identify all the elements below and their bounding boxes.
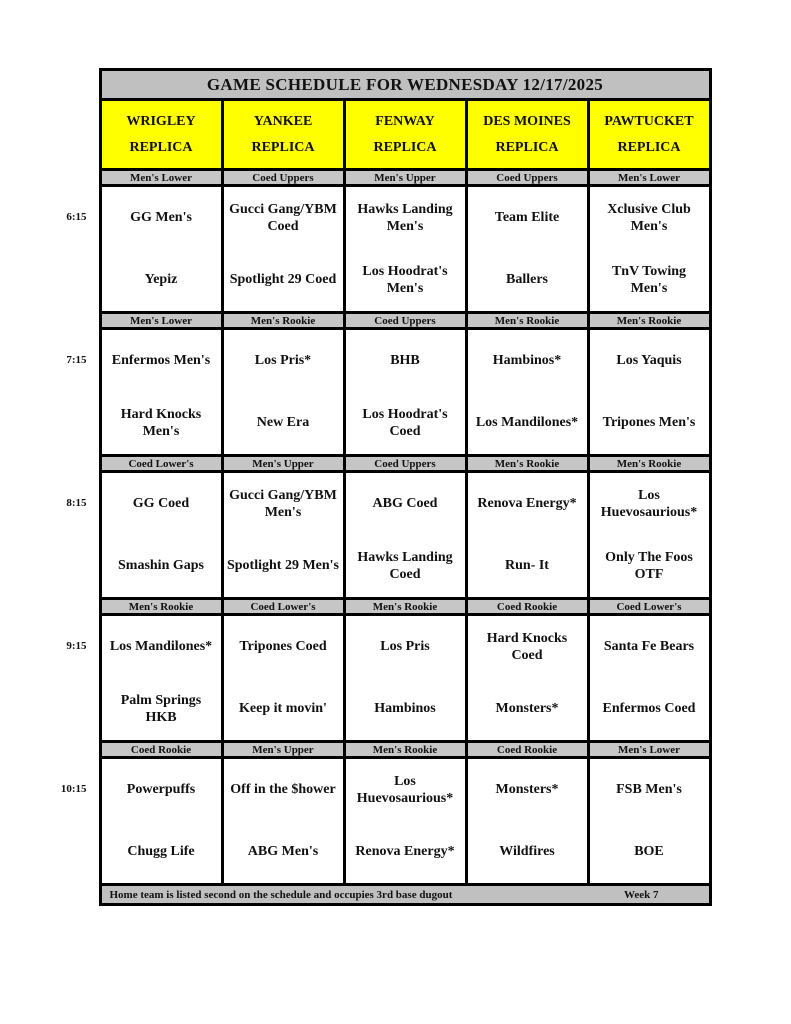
field-name: YANKEE (253, 113, 313, 129)
division-cell: Men's Rookie (344, 599, 466, 615)
game-cell (344, 758, 466, 885)
division-cell: Coed Uppers (344, 313, 466, 329)
page-title: GAME SCHEDULE FOR WEDNESDAY 12/17/2025 (100, 70, 710, 100)
home-team: Only The Foos OTF (605, 549, 693, 582)
gutter-cell (0, 170, 100, 186)
division-cell: Coed Lower's (588, 599, 710, 615)
division-row-715 (0, 313, 710, 329)
gutter-cell (0, 456, 100, 472)
division-cell: Men's Rookie (222, 313, 344, 329)
division-cell: Coed Uppers (222, 170, 344, 186)
field-header-wrigley (100, 100, 222, 170)
game-cell (588, 186, 710, 313)
away-team: Powerpuffs (126, 782, 196, 798)
away-team: Los Yaquis (616, 353, 682, 369)
division-row-615 (0, 170, 710, 186)
division-cell: Men's Rookie (466, 313, 588, 329)
game-cell (222, 329, 344, 456)
field-name: FENWAY (375, 113, 435, 129)
gutter-cell (0, 100, 100, 170)
division-cell: Men's Upper (222, 742, 344, 758)
home-team: Los Hoodrat's Men's (362, 263, 448, 296)
division-cell: Men's Upper (222, 456, 344, 472)
division-row-915 (0, 599, 710, 615)
away-team: Los Mandilones* (109, 639, 213, 655)
field-header-fenway (344, 100, 466, 170)
division-cell: Coed Lower's (100, 456, 222, 472)
field-subname: REPLICA (495, 139, 559, 155)
home-team: Palm Springs HKB (120, 692, 202, 725)
game-cell (466, 758, 588, 885)
division-cell: Men's Rookie (100, 599, 222, 615)
field-subname: REPLICA (617, 139, 681, 155)
division-cell: Men's Lower (588, 742, 710, 758)
home-team: Chugg Life (127, 844, 195, 860)
schedule-table (0, 68, 712, 906)
game-cell (588, 472, 710, 599)
home-team: Monsters* (495, 701, 559, 717)
game-cell (222, 186, 344, 313)
week-label: Week 7 (623, 888, 659, 901)
away-team: GG Coed (132, 496, 190, 512)
game-cell (466, 615, 588, 742)
field-subname: REPLICA (129, 139, 193, 155)
field-subname: REPLICA (251, 139, 315, 155)
time-label: 8:15 (0, 472, 100, 599)
game-cell (222, 615, 344, 742)
division-cell: Men's Upper (344, 170, 466, 186)
away-team: Gucci Gang/YBM Coed (229, 201, 337, 234)
division-cell: Men's Rookie (344, 742, 466, 758)
home-team: New Era (256, 415, 310, 431)
division-cell: Men's Rookie (588, 456, 710, 472)
division-cell: Men's Lower (588, 170, 710, 186)
gutter-cell (0, 599, 100, 615)
away-team: Monsters* (495, 782, 559, 798)
game-row-1015 (0, 758, 710, 885)
away-team: Los Pris* (254, 353, 312, 369)
away-team: Los Huevosaurious* (600, 487, 698, 520)
game-cell (100, 186, 222, 313)
away-team: Renova Energy* (477, 496, 577, 512)
division-cell: Men's Rookie (466, 456, 588, 472)
gutter-cell (0, 885, 100, 905)
time-label: 10:15 (0, 758, 100, 885)
game-cell (588, 615, 710, 742)
game-row-915 (0, 615, 710, 742)
time-label: 7:15 (0, 329, 100, 456)
away-team: Enfermos Men's (111, 353, 211, 369)
home-team: TnV Towing Men's (611, 263, 687, 296)
game-cell (588, 329, 710, 456)
game-cell (344, 329, 466, 456)
game-cell (344, 186, 466, 313)
title-row (0, 70, 710, 100)
game-cell (466, 329, 588, 456)
division-cell: Coed Lower's (222, 599, 344, 615)
division-cell: Coed Uppers (344, 456, 466, 472)
field-name: WRIGLEY (126, 113, 196, 129)
away-team: Hambinos* (492, 353, 562, 369)
footer-note: Home team is listed second on the schedule and occupies 3rd base dugout (109, 888, 453, 901)
game-row-615 (0, 186, 710, 313)
home-team: Run- It (505, 558, 549, 574)
gutter-cell (0, 70, 100, 100)
away-team: FSB Men's (616, 782, 682, 798)
game-cell (100, 758, 222, 885)
away-team: Tripones Coed (239, 639, 327, 655)
division-cell: Men's Lower (100, 313, 222, 329)
home-team: BOE (634, 844, 664, 860)
game-cell (588, 758, 710, 885)
field-name: DES MOINES (483, 113, 571, 129)
game-cell (466, 186, 588, 313)
home-team: Ballers (506, 272, 548, 288)
home-team: Hawks Landing Coed (357, 549, 453, 582)
home-team: Yepiz (144, 272, 178, 288)
away-team: Hard Knocks Coed (486, 630, 568, 663)
home-team: Spotlight 29 Men's (226, 558, 339, 574)
time-label: 6:15 (0, 186, 100, 313)
home-team: Keep it movin' (239, 701, 327, 717)
division-row-815 (0, 456, 710, 472)
game-cell (100, 615, 222, 742)
away-team: Los Pris (380, 639, 430, 655)
game-cell (100, 329, 222, 456)
division-row-1015 (0, 742, 710, 758)
home-team: Tripones Men's (602, 415, 696, 431)
home-team: Enfermos Coed (602, 701, 696, 717)
away-team: Hawks Landing Men's (357, 201, 453, 234)
home-team: Renova Energy* (355, 844, 455, 860)
footer-row (0, 885, 710, 905)
game-cell (222, 472, 344, 599)
home-team: Hambinos (374, 701, 436, 717)
game-cell (466, 472, 588, 599)
away-team: Gucci Gang/YBM Men's (229, 487, 337, 520)
field-subname: REPLICA (373, 139, 437, 155)
away-team: BHB (390, 353, 420, 369)
division-cell: Coed Rookie (466, 742, 588, 758)
away-team: GG Men's (130, 210, 192, 226)
game-row-715 (0, 329, 710, 456)
away-team: ABG Coed (372, 496, 438, 512)
game-cell (344, 615, 466, 742)
away-team: Xclusive Club Men's (607, 201, 691, 234)
division-cell: Men's Lower (100, 170, 222, 186)
field-header-row (0, 100, 710, 170)
gutter-cell (0, 742, 100, 758)
away-team: Santa Fe Bears (603, 639, 695, 655)
home-team: ABG Men's (247, 844, 319, 860)
home-team: Los Hoodrat's Coed (362, 406, 448, 439)
home-team: Los Mandilones* (475, 415, 579, 431)
footer-cell (100, 885, 710, 905)
field-header-pawtucket (588, 100, 710, 170)
home-team: Hard Knocks Men's (120, 406, 202, 439)
gutter-cell (0, 313, 100, 329)
field-header-yankee (222, 100, 344, 170)
field-header-des-moines (466, 100, 588, 170)
division-cell: Coed Rookie (466, 599, 588, 615)
away-team: Off in the $hower (230, 782, 336, 798)
home-team: Smashin Gaps (118, 558, 204, 574)
division-cell: Coed Uppers (466, 170, 588, 186)
game-row-815 (0, 472, 710, 599)
away-team: Team Elite (494, 210, 560, 226)
away-team: Los Huevosaurious* (356, 773, 454, 806)
game-cell (344, 472, 466, 599)
home-team: Wildfires (499, 844, 555, 860)
home-team: Spotlight 29 Coed (229, 272, 337, 288)
game-cell (222, 758, 344, 885)
division-cell: Men's Rookie (588, 313, 710, 329)
time-label: 9:15 (0, 615, 100, 742)
division-cell: Coed Rookie (100, 742, 222, 758)
game-cell (100, 472, 222, 599)
field-name: PAWTUCKET (604, 113, 694, 129)
